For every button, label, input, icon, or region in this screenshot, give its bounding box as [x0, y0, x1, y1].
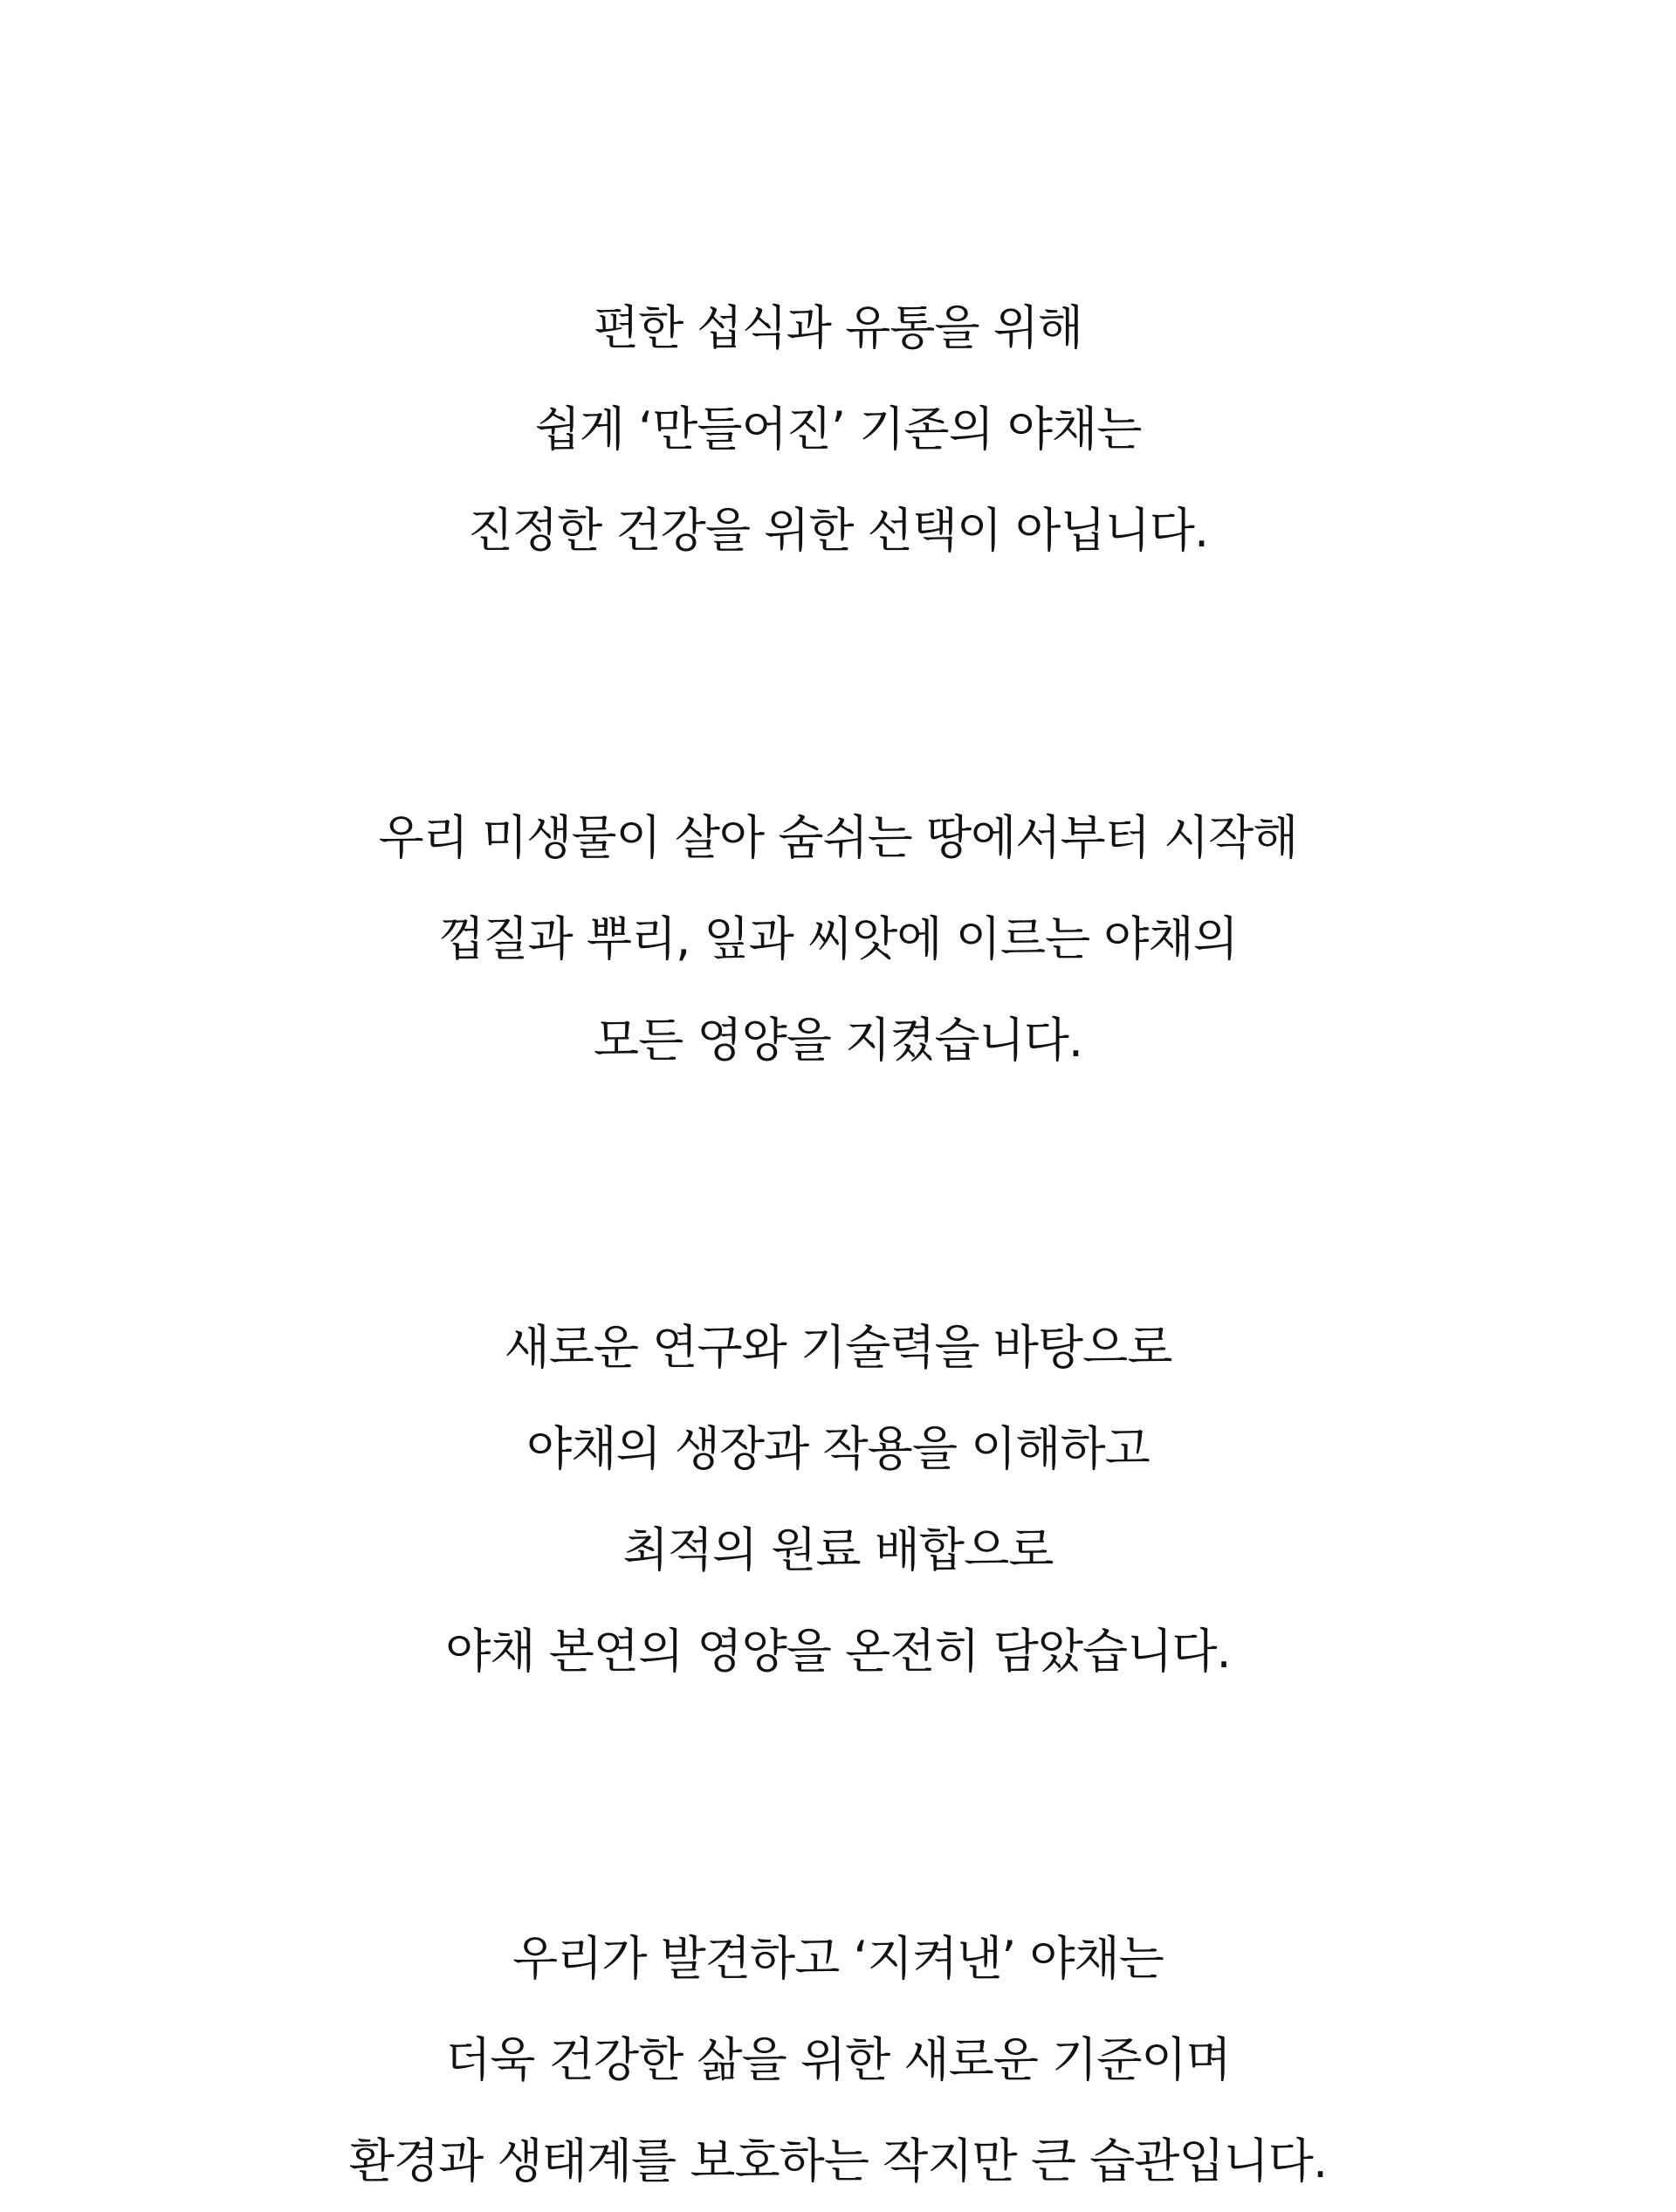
paragraph-research-technology — [0, 1297, 1676, 1702]
statement-line: 껍질과 뿌리, 잎과 씨앗에 이르는 야채의 — [438, 911, 1238, 966]
statement-line: 최적의 원료 배합으로 — [622, 1522, 1054, 1577]
statement-line: 우리 미생물이 살아 숨쉬는 땅에서부터 시작해 — [378, 810, 1298, 865]
statement-line: 야채 본연의 영양을 온전히 담았습니다. — [445, 1624, 1231, 1679]
statement-line: 우리가 발견하고 ‘지켜낸’ 야채는 — [512, 1931, 1164, 1986]
statement-line: 더욱 건강한 삶을 위한 새로운 기준이며 — [445, 2032, 1231, 2087]
statement-line: 진정한 건강을 위한 선택이 아닙니다. — [467, 503, 1209, 558]
statement-line: 환경과 생태계를 보호하는 작지만 큰 습관입니다. — [348, 2133, 1328, 2188]
statement-line: 편한 섭식과 유통을 위해 — [593, 300, 1083, 355]
statement-line: 모든 영양을 지켰습니다. — [593, 1013, 1083, 1068]
paragraph-conventional-vegetables — [0, 278, 1676, 581]
paragraph-soil-to-seed — [0, 787, 1676, 1091]
statement-line: 새로운 연구와 기술력을 바탕으로 — [504, 1320, 1172, 1375]
statement-line: 야채의 생장과 작용을 이해하고 — [526, 1421, 1150, 1476]
brand-statement — [0, 278, 1676, 2212]
paragraph-new-standard — [0, 1908, 1676, 2212]
statement-line: 쉽게 ‘만들어진’ 기존의 야채는 — [534, 402, 1142, 457]
